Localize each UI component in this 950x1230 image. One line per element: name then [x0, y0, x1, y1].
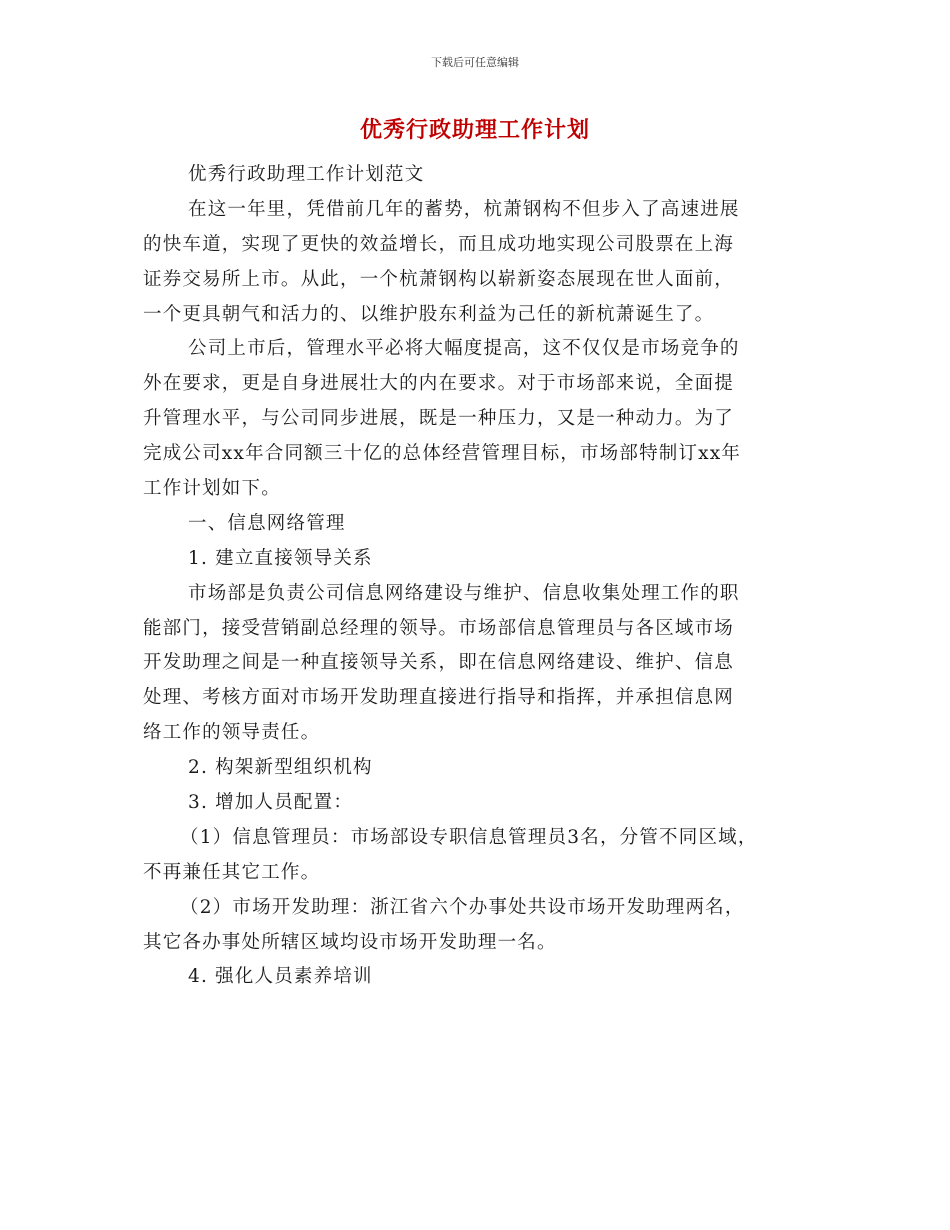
body-line: 完成公司xx年合同额三十亿的总体经营管理目标，市场部特制订xx年: [143, 443, 742, 465]
body-line: （1）信息管理员：市场部设专职信息管理员3名，分管不同区域，: [180, 826, 758, 848]
body-line: 2. 构架新型组织机构: [188, 757, 373, 779]
body-line: （2）市场开发助理：浙江省六个办事处共设市场开发助理两名，: [180, 896, 745, 918]
body-line: 外在要求，更是自身进展壮大的内在要求。对于市场部来说，全面提: [143, 373, 735, 395]
body-line: 其它各办事处所辖区域均设市场开发助理一名。: [143, 931, 557, 953]
body-line: 的快车道，实现了更快的效益增长，而且成功地实现公司股票在上海: [143, 233, 735, 255]
body-line: 工作计划如下。: [143, 478, 281, 500]
body-line: 一、信息网络管理: [188, 512, 346, 534]
document-title: 优秀行政助理工作计划: [359, 117, 590, 143]
body-line: 公司上市后，管理水平必将大幅度提高，这不仅仅是市场竞争的: [188, 338, 740, 360]
body-line: 1. 建立直接领导关系: [188, 547, 373, 569]
body-line: 升管理水平，与公司同步进展，既是一种压力，又是一种动力。为了: [143, 408, 735, 430]
body-line: 开发助理之间是一种直接领导关系，即在信息网络建设、维护、信息: [143, 652, 735, 674]
body-line: 能部门，接受营销副总经理的领导。市场部信息管理员与各区域市场: [143, 617, 735, 639]
body-line: 4. 强化人员素养培训: [188, 966, 373, 988]
body-line: 在这一年里，凭借前几年的蓄势，杭萧钢构不但步入了高速进展: [188, 198, 740, 220]
header-note: 下载后可任意编辑: [431, 56, 519, 69]
body-line: 一个更具朝气和活力的、以维护股东利益为己任的新杭萧诞生了。: [143, 303, 715, 325]
body-line: 处理、考核方面对市场开发助理直接进行指导和指挥，并承担信息网: [143, 687, 735, 709]
body-line: 证券交易所上市。从此，一个杭萧钢构以崭新姿态展现在世人面前，: [143, 268, 735, 290]
body-line: 络工作的领导责任。: [143, 722, 321, 744]
body-line: 优秀行政助理工作计划范文: [188, 164, 425, 185]
document-body: [143, 158, 807, 995]
body-line: 市场部是负责公司信息网络建设与维护、信息收集处理工作的职: [188, 582, 740, 604]
body-line: 3. 增加人员配置：: [188, 792, 354, 814]
body-line: 不再兼任其它工作。: [143, 861, 321, 883]
